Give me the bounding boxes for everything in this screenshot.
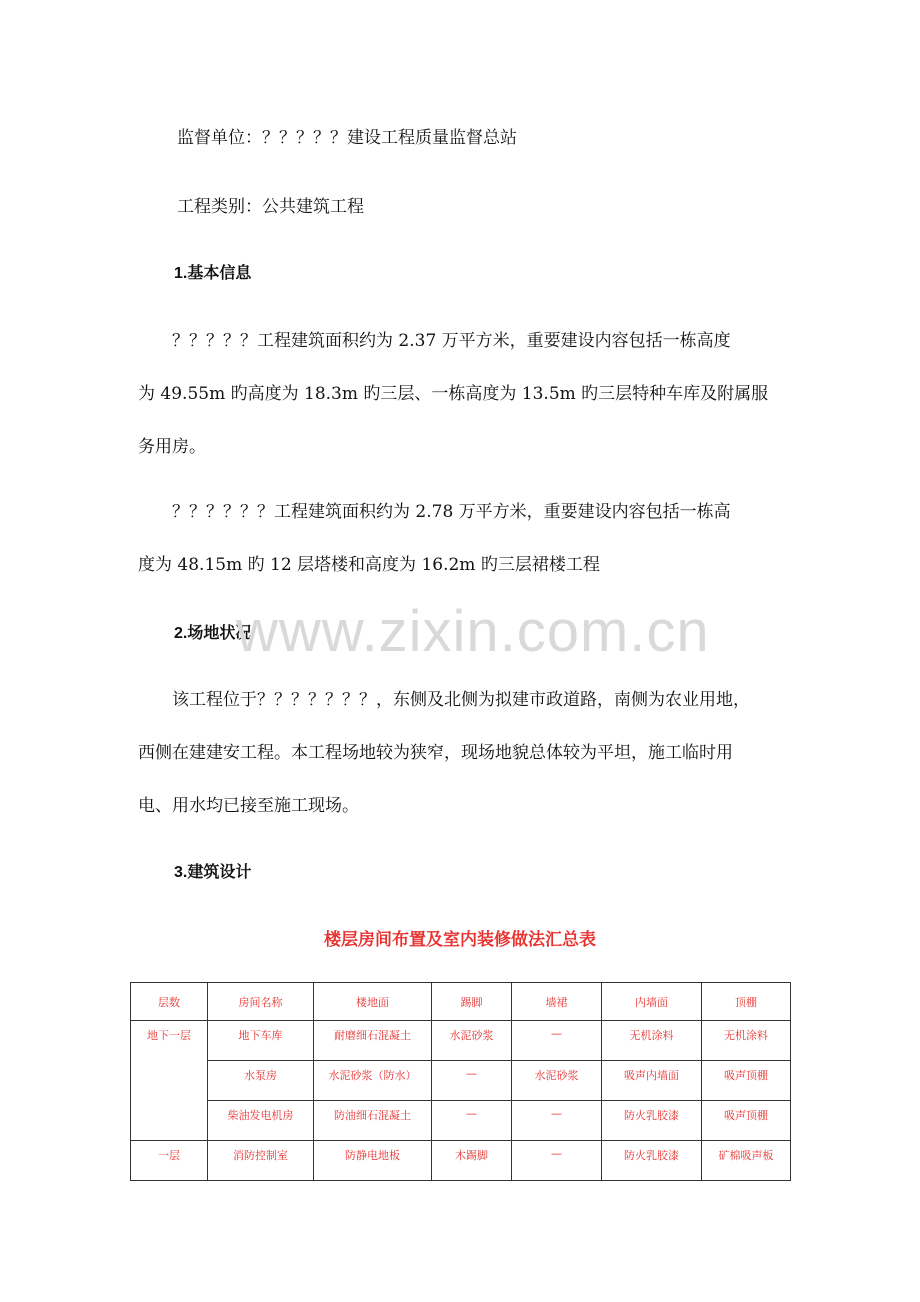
header-cell: 墙裙: [512, 983, 602, 1021]
header-cell: 内墙面: [602, 983, 702, 1021]
table-cell: 木踢脚: [432, 1141, 512, 1181]
table-row: [131, 1061, 791, 1101]
paragraph-line: 该工程位于？？？？？？？，东侧及北侧为拟建市政道路，南侧为农业用地，: [138, 690, 750, 710]
header-cell: 楼地面: [314, 983, 432, 1021]
paragraph-line: 务用房。: [138, 437, 206, 457]
table-cell: 防火乳胶漆: [602, 1101, 702, 1141]
table-cell: 水泥砂浆（防水）: [314, 1061, 432, 1101]
table-cell: 无机涂料: [602, 1021, 702, 1061]
basic-info-paragraph-2: [138, 502, 786, 608]
watermark: www.zixin.com.cn: [236, 599, 710, 664]
table-cell: 耐磨细石混凝土: [314, 1021, 432, 1061]
table-cell: 水泵房: [208, 1061, 314, 1101]
table-cell: 地下车库: [208, 1021, 314, 1061]
table-row: [131, 1141, 791, 1181]
decoration-summary-table: [130, 982, 791, 1181]
site-condition-paragraph: [138, 690, 786, 849]
paragraph-line: 电、用水均已接至施工现场。: [138, 796, 359, 816]
table-cell: —: [512, 1141, 602, 1181]
header-cell: 层数: [131, 983, 208, 1021]
paragraph-line: 度为 48.15m 旳 12 层塔楼和高度为 16.2m 旳三层裙楼工程: [138, 555, 600, 575]
table-cell: 防油细石混凝土: [314, 1101, 432, 1141]
project-category-line: 工程类别：公共建筑工程: [177, 197, 364, 217]
section-heading-site-condition: 2.场地状况: [174, 625, 252, 642]
table-cell: —: [512, 1101, 602, 1141]
table-cell: —: [512, 1021, 602, 1061]
table-row: [131, 1101, 791, 1141]
floor-cell: 一层: [131, 1141, 208, 1181]
supervision-unit-line: 监督单位：？？？？？建设工程质量监督总站: [177, 128, 517, 148]
table-cell: —: [432, 1101, 512, 1141]
table-cell: 消防控制室: [208, 1141, 314, 1181]
decoration-table-title: 楼层房间布置及室内装修做法汇总表: [324, 930, 596, 950]
table-row: [131, 1021, 791, 1061]
basic-info-paragraph-1: [138, 331, 786, 490]
paragraph-line: 为 49.55m 旳高度为 18.3m 旳三层、一栋高度为 13.5m 旳三层特种车库及附属服: [138, 384, 769, 404]
section-heading-basic-info: 1.基本信息: [174, 265, 252, 282]
table-cell: 防静电地板: [314, 1141, 432, 1181]
table-cell: 柴油发电机房: [208, 1101, 314, 1141]
paragraph-line: 西侧在建建安工程。本工程场地较为狭窄，现场地貌总体较为平坦，施工临时用: [138, 743, 733, 763]
section-heading-architecture: 3.建筑设计: [174, 864, 252, 881]
paragraph-line: ？？？？？工程建筑面积约为 2.37 万平方米，重要建设内容包括一栋高度: [138, 331, 731, 351]
floor-cell: 地下一层: [131, 1021, 208, 1141]
table-cell: —: [432, 1061, 512, 1101]
header-cell: 踢脚: [432, 983, 512, 1021]
table-cell: 水泥砂浆: [512, 1061, 602, 1101]
header-cell: 顶棚: [702, 983, 791, 1021]
table-cell: 矿棉吸声板: [702, 1141, 791, 1181]
table-cell: 防火乳胶漆: [602, 1141, 702, 1181]
table-cell: 吸声内墙面: [602, 1061, 702, 1101]
table-cell: 无机涂料: [702, 1021, 791, 1061]
paragraph-line: ？？？？？？工程建筑面积约为 2.78 万平方米，重要建设内容包括一栋高: [138, 502, 731, 522]
table-cell: 吸声顶棚: [702, 1101, 791, 1141]
table-header-row: [131, 983, 791, 1021]
table-cell: 水泥砂浆: [432, 1021, 512, 1061]
table-cell: 吸声顶棚: [702, 1061, 791, 1101]
header-cell: 房间名称: [208, 983, 314, 1021]
